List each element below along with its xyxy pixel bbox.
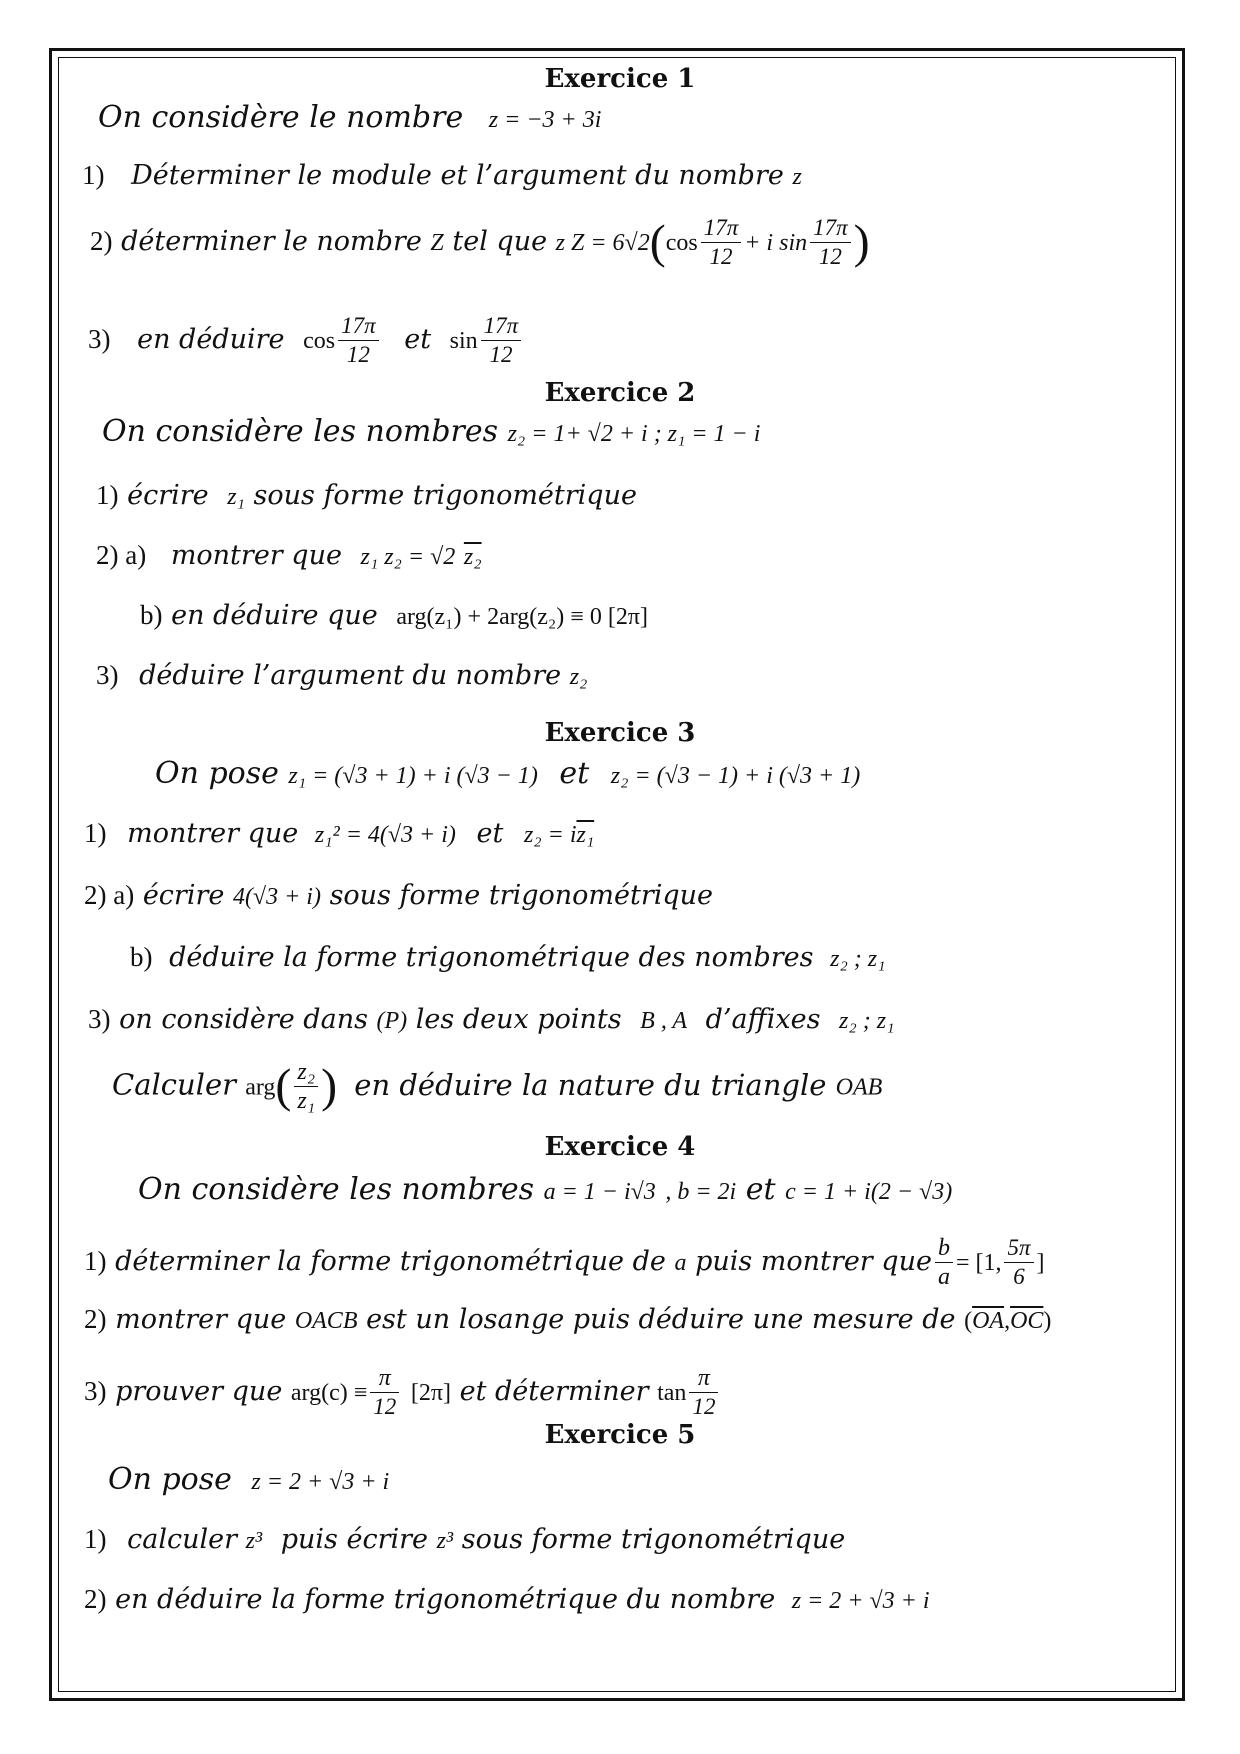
ex2-intro: On considère les nombres z₂ = 1+ √2 + i ; z₁ = 1 − i [102, 414, 761, 449]
ex3-question-3: 3) on considère dans (P) les deux points B , A d’affixes z₂ ; z₁ [88, 1004, 895, 1035]
fraction: $\frac{\pi}{12}$ [370, 1364, 399, 1421]
ex3-question-2a: 2) a) écrire 4(√3 + i) sous forme trigonométrique [84, 880, 714, 911]
fraction: $\frac{17\pi}{12}$ [701, 214, 742, 271]
fraction: $\frac{5\pi}{6}$ [1004, 1234, 1033, 1291]
ex5-intro: On pose z = 2 + √3 + i [108, 1462, 390, 1497]
ex3-question-3-calc: Calculer arg( $\frac{\text{z₂}}{\text{z₁}}$ ) en déduire la nature du triangle OAB [112, 1059, 883, 1114]
ex2-question-1: 1) écrire z₁ sous forme trigonométrique [96, 480, 637, 511]
ex4-intro: On considère les nombres a = 1 − i√3 , b = 2i et c = 1 + i(2 − √3) [138, 1172, 953, 1207]
ex1-question-2: 2) déterminer le nombre Z tel que z Z = 6√2(cos $\frac{17\pi}{12}$ + i sin $\frac{17\pi}{12}$ ) [90, 215, 870, 269]
fraction: $\frac{\pi}{12}$ [689, 1364, 718, 1421]
ex1-question-1: 1) Déterminer le module et l’argument du nombre z [82, 160, 802, 191]
fraction: $\frac{17\pi}{12}$ [481, 312, 522, 369]
ex1-intro: On considère le nombre z = −3 + 3i [98, 100, 602, 135]
fraction: $\frac{b}{a}$ [935, 1234, 953, 1291]
exercise-2-title: Exercice 2 [544, 378, 696, 408]
ex2-question-2b: b) en déduire que arg(z₁) + 2arg(z₂) ≡ 0 [2π] [140, 600, 648, 631]
fraction: $\frac{17\pi}{12}$ [338, 312, 379, 369]
exercise-4-title: Exercice 4 [544, 1132, 696, 1162]
exercise-3-title: Exercice 3 [544, 718, 696, 748]
ex3-intro: On pose z₁ = (√3 + 1) + i (√3 − 1) et z₂ = (√3 − 1) + i (√3 + 1) [155, 756, 861, 791]
ex2-question-3: 3) déduire l’argument du nombre z₂ [96, 660, 588, 691]
ex4-question-2: 2) montrer que OACB est un losange puis déduire une mesure de $(\overline{OA},\overline{OC})$ [84, 1304, 1052, 1335]
ex4-question-1: 1) déterminer la forme trigonométrique de a puis montrer que $\frac{b}{a}$ = [1, $\frac{5\pi}{6}$ ] [84, 1235, 1045, 1290]
ex2-question-2a: 2) a) montrer que z₁ z₂ = √2 z₂ [96, 540, 482, 571]
exercise-5-title: Exercice 5 [544, 1420, 696, 1450]
fraction: $\frac{\text{z₂}}{\text{z₁}}$ [294, 1058, 318, 1115]
ex5-question-1: 1) calculer z³ puis écrire z³ sous forme trigonométrique [84, 1524, 846, 1555]
ex5-question-2: 2) en déduire la forme trigonométrique du nombre z = 2 + √3 + i [84, 1584, 930, 1615]
exercise-1-title: Exercice 1 [544, 64, 696, 94]
ex3-question-2b: b) déduire la forme trigonométrique des nombres z₂ ; z₁ [130, 942, 886, 973]
ex4-question-3: 3) prouver que arg(c) ≡ $\frac{\pi}{12}$ [2π] et déterminer tan $\frac{\pi}{12}$ [84, 1364, 721, 1421]
fraction: $\frac{17\pi}{12}$ [810, 214, 851, 271]
ex1-question-3: 3) en déduire cos $\frac{17\pi}{12}$ et sin $\frac{17\pi}{12}$ [88, 312, 524, 369]
ex3-question-1: 1) montrer que z₁² = 4(√3 + i) et z₂ = iz₁ [84, 818, 595, 849]
